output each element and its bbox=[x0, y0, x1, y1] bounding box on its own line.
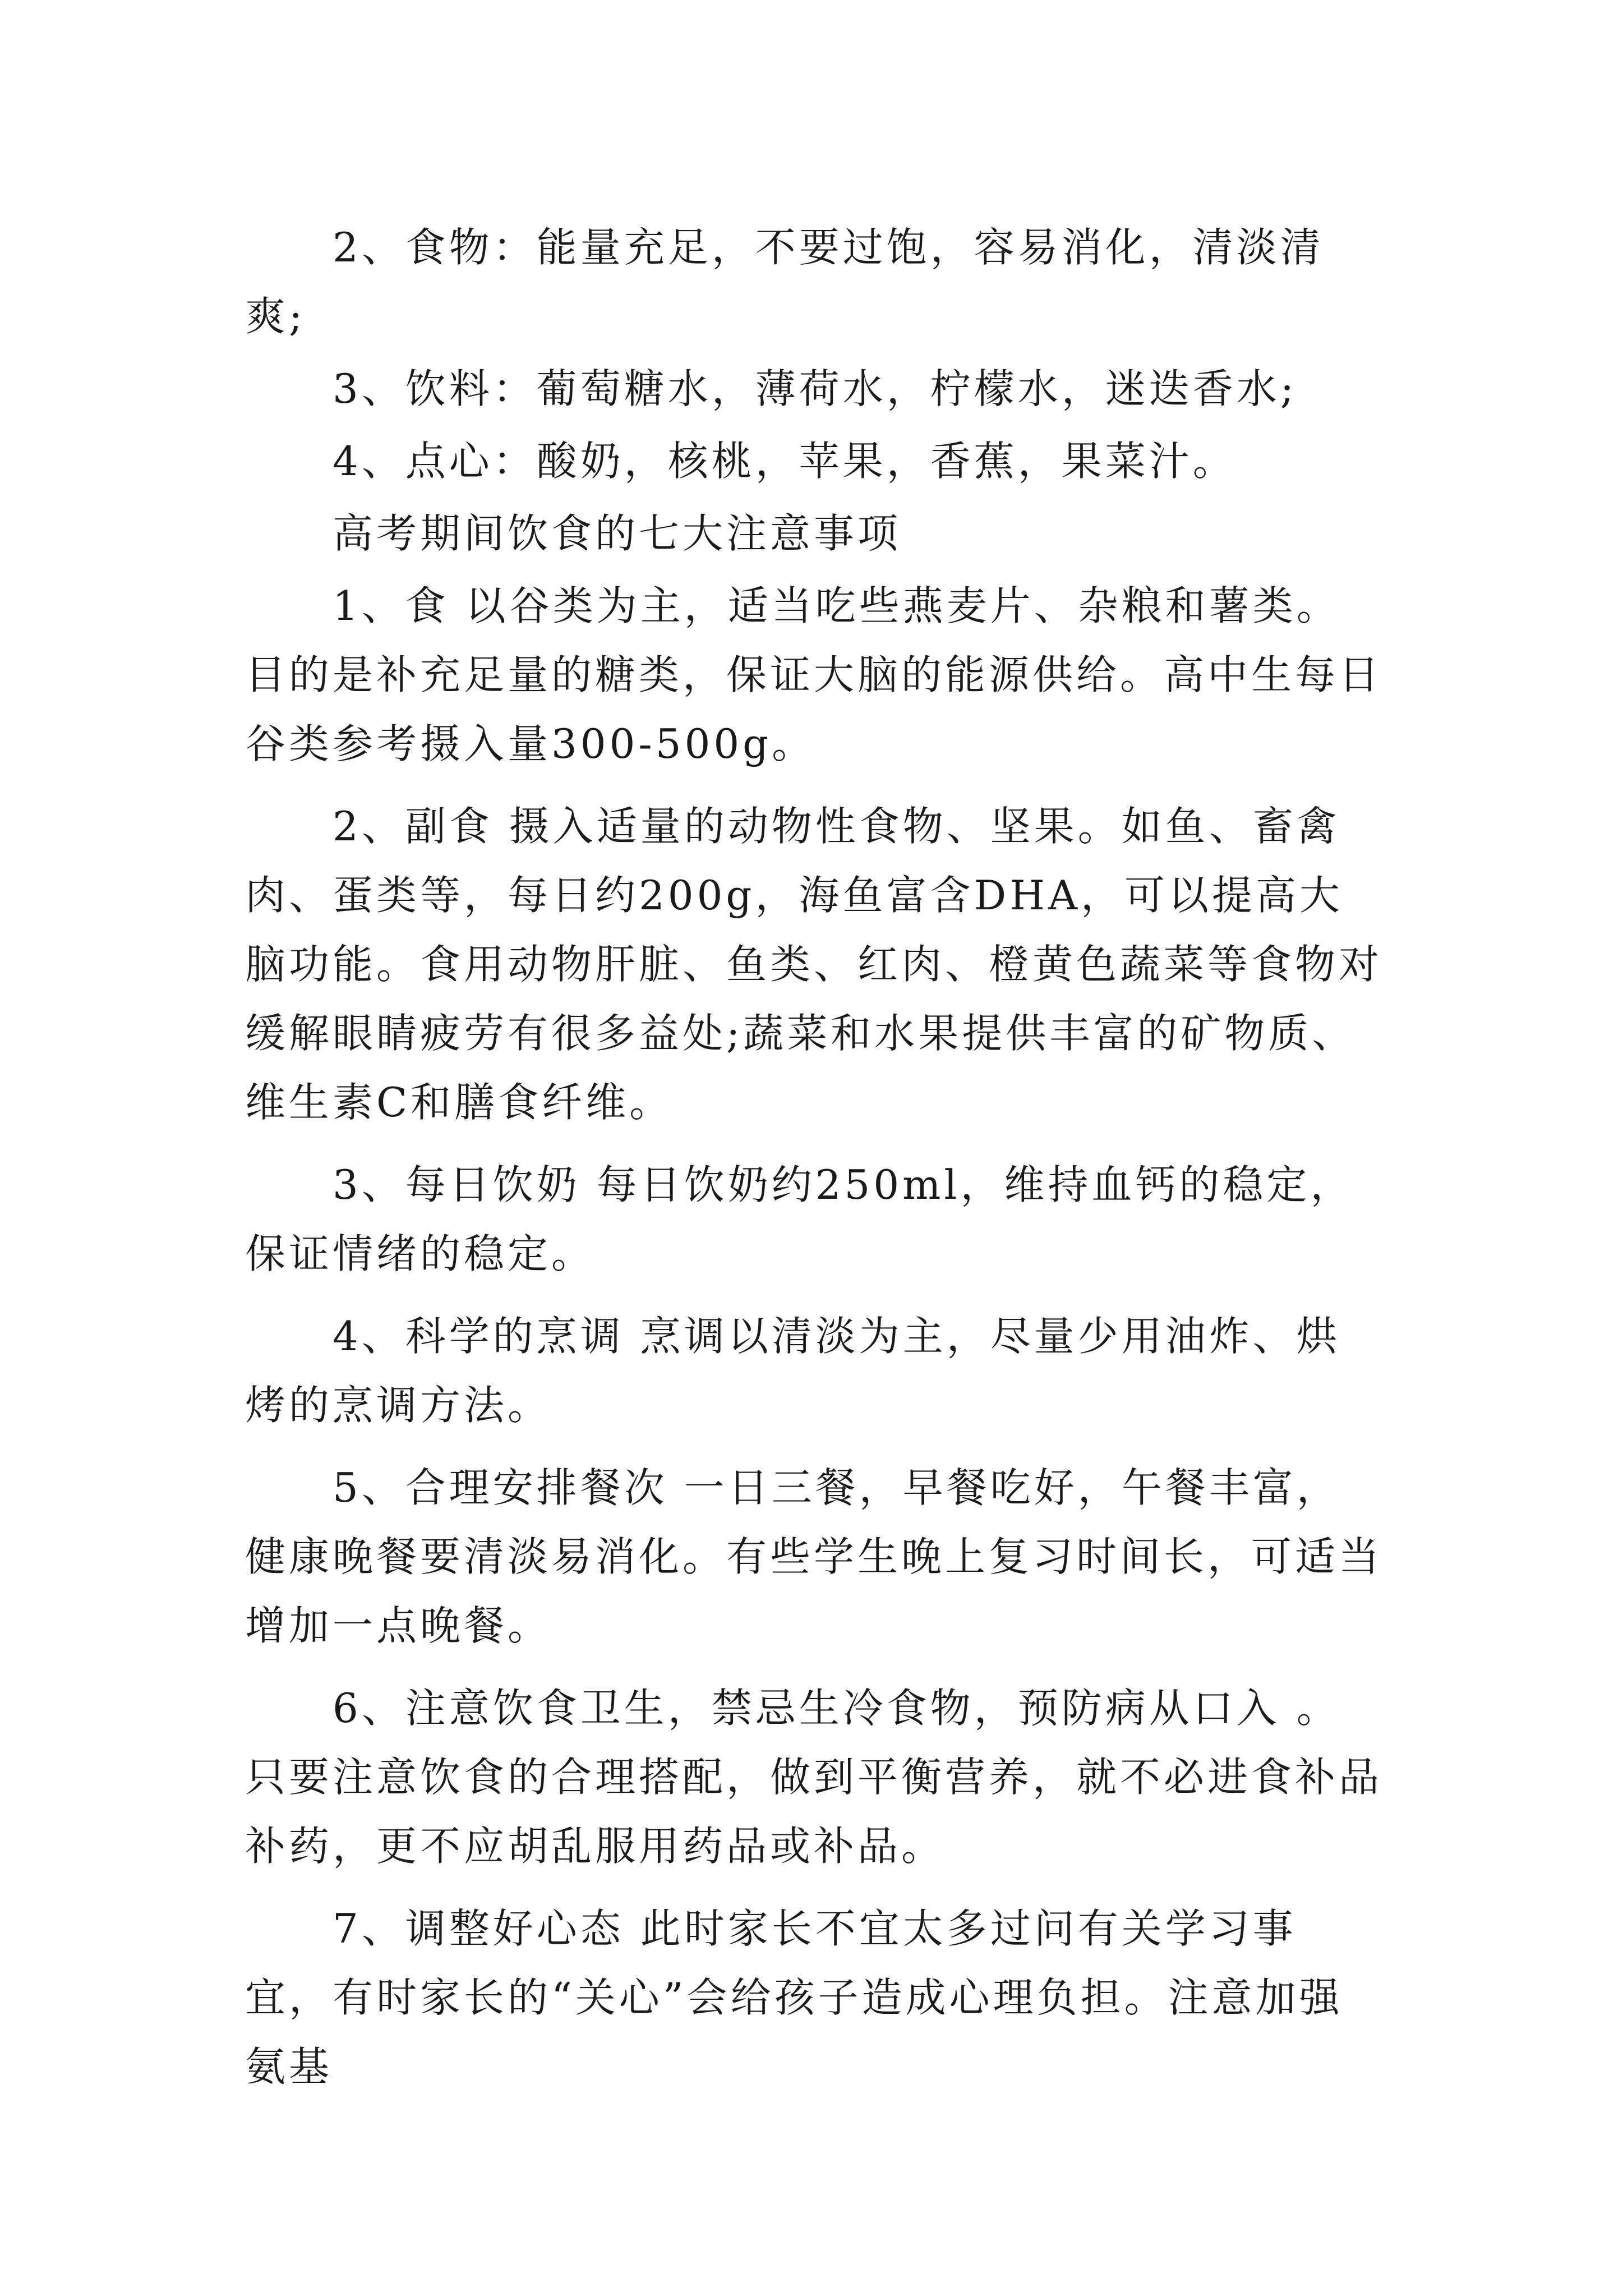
paragraph-food: 2、食物：能量充足，不要过饱，容易消化，清淡清爽; bbox=[245, 224, 1324, 340]
paragraph-item-2: 2、副食 摄入适量的动物性食物、坚果。如鱼、畜禽肉、蛋类等，每日约200g，海鱼富含DHA，可以提高大脑功能。食用动物肝脏、鱼类、红肉、橙黄色蔬菜等食物对缓解眼睛疲劳有很多益处;蔬菜和水果提供丰富的矿物质、维生素C和膳食纤维。 bbox=[245, 803, 1383, 1126]
paragraph-item-4: 4、科学的烹调 烹调以清淡为主，尽量少用油炸、烘烤的烹调方法。 bbox=[245, 1313, 1340, 1429]
paragraph-item-1: 1、食 以谷类为主，适当吃些燕麦片、杂粮和薯类。目的是补充足量的糖类，保证大脑的能源供给。高中生每日谷类参考摄入量300-500g。 bbox=[245, 582, 1383, 767]
paragraph-snacks: 4、点心：酸奶，核桃，苹果，香蕉，果菜汁。 bbox=[333, 438, 1237, 485]
paragraph-item-6: 6、注意饮食卫生，禁忌生冷食物，预防病从口入 。只要注意饮食的合理搭配，做到平衡营养，就不必进食补品补药，更不应胡乱服用药品或补品。 bbox=[245, 1685, 1383, 1870]
paragraph-item-5: 5、合理安排餐次 一日三餐，早餐吃好，午餐丰富，健康晚餐要清淡易消化。有些学生晚上复习时间长，可适当增加一点晚餐。 bbox=[245, 1464, 1383, 1649]
paragraph-item-7: 7、调整好心态 此时家长不宜太多过问有关学习事宜，有时家长的“关心”会给孩子造成心理负担。注意加强氨基 bbox=[245, 1905, 1343, 2090]
section-heading: 高考期间饮食的七大注意事项 bbox=[333, 510, 902, 557]
paragraph-drinks: 3、饮料：葡萄糖水，薄荷水，柠檬水，迷迭香水; bbox=[333, 365, 1298, 412]
paragraph-item-3: 3、每日饮奶 每日饮奶约250ml，维持血钙的稳定，保证情绪的稳定。 bbox=[245, 1161, 1354, 1277]
document-body bbox=[245, 213, 1384, 2115]
